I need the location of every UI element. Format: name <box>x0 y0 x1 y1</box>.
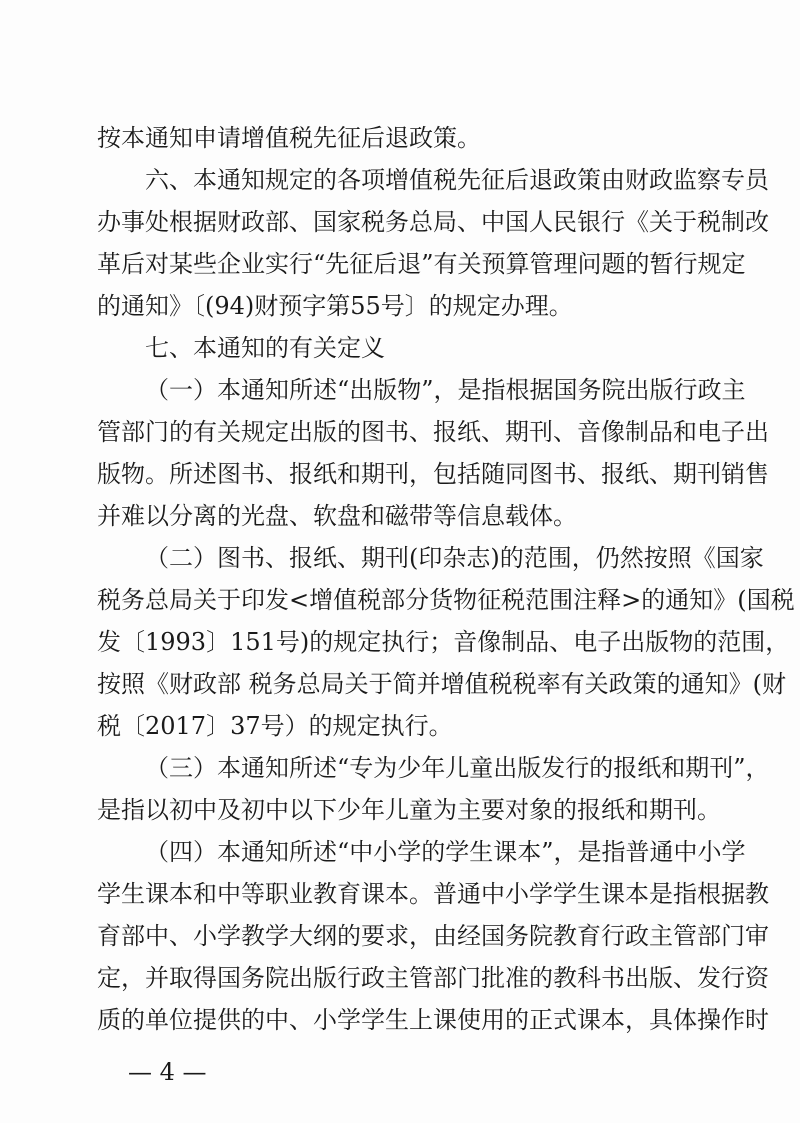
text-line: （三）本通知所述“专为少年儿童出版发行的报纸和期刊”， <box>145 754 770 782</box>
text-line: 的通知》〔(94)财预字第55号〕的规定办理。 <box>97 292 573 320</box>
text-line: 是指以初中及初中以下少年儿童为主要对象的报纸和期刊。 <box>97 796 721 824</box>
text-line: 质的单位提供的中、小学学生上课使用的正式课本，具体操作时 <box>97 1006 769 1034</box>
text-line: （四）本通知所述“中小学的学生课本”，是指普通中小学 <box>145 838 746 866</box>
text-line: 按本通知申请增值税先征后退政策。 <box>97 124 481 152</box>
text-line: 并难以分离的光盘、软盘和磁带等信息载体。 <box>97 502 577 530</box>
text-line: 税务总局关于印发<增值税部分货物征税范围注释>的通知》(国税 <box>97 586 795 614</box>
text-line: 版物。所述图书、报纸和期刊，包括随同图书、报纸、期刊销售 <box>97 460 769 488</box>
text-line: （一）本通知所述“出版物”，是指根据国务院出版行政主 <box>145 376 746 404</box>
text-line: （二）图书、报纸、期刊(印杂志)的范围，仍然按照《国家 <box>145 544 764 572</box>
text-line: 育部中、小学教学大纲的要求，由经国务院教育行政主管部门审 <box>97 922 769 950</box>
text-line: 办事处根据财政部、国家税务总局、中国人民银行《关于税制改 <box>97 208 769 236</box>
text-line: 发〔1993〕151号)的规定执行；音像制品、电子出版物的范围， <box>97 628 790 656</box>
text-line: 革后对某些企业实行“先征后退”有关预算管理问题的暂行规定 <box>97 250 746 278</box>
section-heading: 七、本通知的有关定义 <box>145 334 385 362</box>
text-line: 税〔2017〕37号）的规定执行。 <box>97 712 453 740</box>
text-line: 按照《财政部 税务总局关于简并增值税税率有关政策的通知》(财 <box>97 670 786 698</box>
text-line: 六、本通知规定的各项增值税先征后退政策由财政监察专员 <box>145 166 769 194</box>
page-number: — 4 — <box>128 1058 207 1086</box>
text-line: 定，并取得国务院出版行政主管部门批准的教科书出版、发行资 <box>97 964 769 992</box>
text-line: 学生课本和中等职业教育课本。普通中小学学生课本是指根据教 <box>97 880 769 908</box>
text-line: 管部门的有关规定出版的图书、报纸、期刊、音像制品和电子出 <box>97 418 769 446</box>
